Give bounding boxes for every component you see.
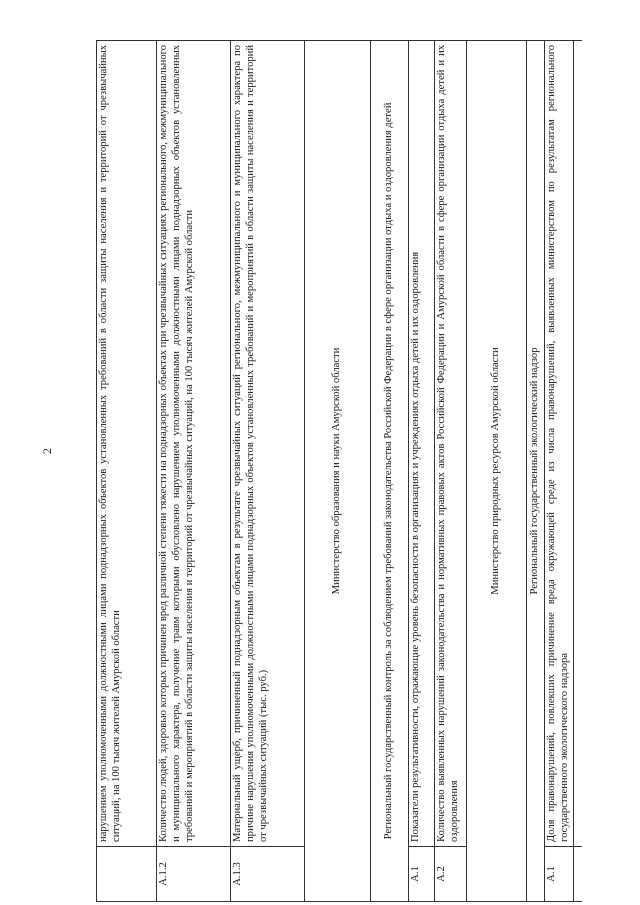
subsection-title: Региональный государственный экологический надзор (527, 41, 545, 902)
section-header-row (467, 41, 527, 902)
rotated-content (96, 40, 582, 902)
row-text: Материальный ущерб, причиненный поднадзорным объектам в результате чрезвычайных ситуаций регионального, межмуниципального и муниципального характера по причине нарушения уполномоченными должностными лицами поднадзорных объектов установленных требований и мероприятий в области защиты населения и территорий от чрезвычайных ситуаций (тыс. руб.) (231, 41, 305, 847)
row-text: нарушением уполномоченными должностными лицами поднадзорных объектов установленных требований в области защиты населения и территорий от чрезвычайных ситуаций, на 100 тысяч жителей Амурской области (97, 41, 157, 847)
row-text: Доля правонарушений, повлекших причинение вреда окружающей среде из числа правонарушений, выявленных министерством по результатам регионального государственного экологического надзора (544, 41, 573, 847)
subsection-title: Региональный государственный контроль за соблюдением требований законодательства Российской Федерации в сфере организации отдыха и оздоровления детей (371, 41, 409, 902)
subsection-header-row (371, 41, 409, 902)
row-code (97, 847, 157, 902)
row-text: Количество выявленных нарушений законодательства и нормативных правовых актов Российской Федерации и Амурской области в сфере организации отдыха детей и их оздоровления (435, 41, 467, 847)
table-row (435, 41, 467, 902)
section-title: Министерство образования и науки Амурской области (305, 41, 371, 902)
row-code (573, 847, 582, 902)
table-row (157, 41, 231, 902)
row-text: Количество людей, здоровью которых причинен вред различной степени тяжести на поднадзорных объектах при чрезвычайных ситуациях регионального, межмуниципального и муниципального характера, получение травм которыми обусловлено нарушением уполномоченными должностными лицами поднадзорных объектов установленных требований и мероприятий в области защиты населения и территорий от чрезвычайных ситуаций, на 100 тысяч жителей Амурской области (157, 41, 231, 847)
table-row (544, 41, 573, 902)
row-text: Показатели результативности, отражающие уровень безопасности в организациях и учреждениях отдыха детей и их оздоровления (409, 41, 435, 847)
section-title: Министерство природных ресурсов Амурской области (467, 41, 527, 902)
section-header-row (305, 41, 371, 902)
table-row (573, 41, 582, 902)
rotated-table-frame (96, 40, 582, 902)
row-text (573, 41, 582, 847)
table-row (231, 41, 305, 902)
row-code: А.1 (544, 847, 573, 902)
table-row (409, 41, 435, 902)
indicators-table (96, 40, 582, 902)
table-row (97, 41, 157, 902)
row-code: А.1 (409, 847, 435, 902)
page-number: 2 (40, 448, 54, 454)
row-code: А.1.2 (157, 847, 231, 902)
subsection-header-row (527, 41, 545, 902)
row-code: А.2 (435, 847, 467, 902)
row-code: А.1.3 (231, 847, 305, 902)
